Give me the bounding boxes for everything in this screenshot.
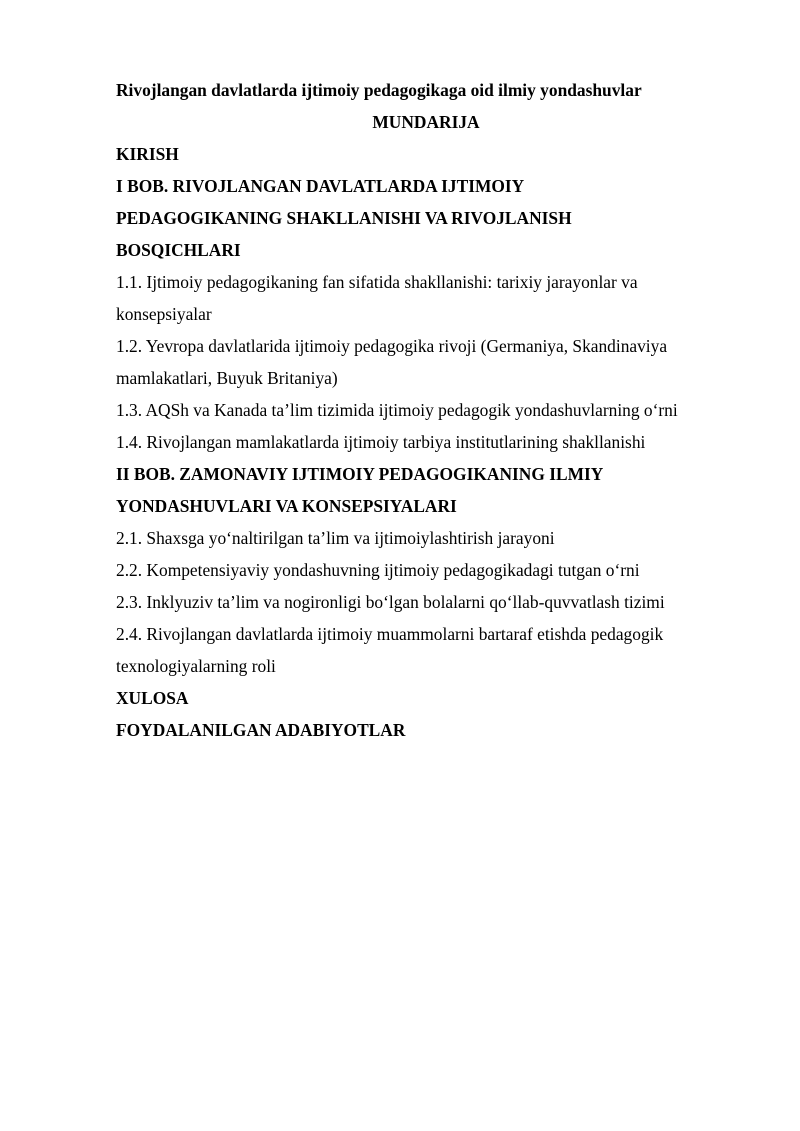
chapter-title-line: PEDAGOGIKANING SHAKLLANISHI VA RIVOJLANISH (116, 208, 572, 228)
toc-chapter-2 (116, 458, 736, 682)
chapter-title-line: II BOB. ZAMONAVIY IJTIMOIY PEDAGOGIKANING ILMIY (116, 464, 604, 484)
document-page (116, 74, 736, 746)
chapter-title-line: BOSQICHLARI (116, 240, 241, 260)
toc-section-1-1: 1.1. Ijtimoiy pedagogikaning fan sifatida shakllanishi: tarixiy jarayonlar va (116, 272, 638, 292)
toc-section-1-1-cont: konsepsiyalar (116, 304, 212, 324)
chapter-title-line: YONDASHUVLARI VA KONSEPSIYALARI (116, 496, 457, 516)
toc-entry-conclusion: XULOSA (116, 688, 189, 708)
toc-entry-intro: KIRISH (116, 144, 179, 164)
document-title: Rivojlangan davlatlarda ijtimoiy pedagogikaga oid ilmiy yondashuvlar (116, 80, 642, 100)
toc-heading: MUNDARIJA (372, 112, 480, 132)
toc-section-1-2: 1.2. Yevropa davlatlarida ijtimoiy pedagogika rivoji (Germaniya, Skandinaviya (116, 336, 668, 356)
toc-section-1-4: 1.4. Rivojlangan mamlakatlarda ijtimoiy tarbiya institutlarining shakllanishi (116, 432, 646, 452)
chapter-title-line: I BOB. RIVOJLANGAN DAVLATLARDA IJTIMOIY (116, 176, 525, 196)
toc-section-2-4: 2.4. Rivojlangan davlatlarda ijtimoiy muammolarni bartaraf etishda pedagogik (116, 624, 664, 644)
toc-section-2-1: 2.1. Shaxsga yo‘naltirilgan ta’lim va ijtimoiylashtirish jarayoni (116, 528, 555, 548)
toc-entry-references: FOYDALANILGAN ADABIYOTLAR (116, 720, 406, 740)
toc-section-1-3: 1.3. AQSh va Kanada ta’lim tizimida ijtimoiy pedagogik yondashuvlarning o‘rni (116, 400, 678, 420)
toc-section-2-4-cont: texnologiyalarning roli (116, 656, 276, 676)
toc-section-2-3: 2.3. Inklyuziv ta’lim va nogironligi bo‘lgan bolalarni qo‘llab-quvvatlash tizimi (116, 592, 665, 612)
toc-section-2-2: 2.2. Kompetensiyaviy yondashuvning ijtimoiy pedagogikadagi tutgan o‘rni (116, 560, 640, 580)
toc-chapter-1 (116, 170, 736, 458)
toc-section-1-2-cont: mamlakatlari, Buyuk Britaniya) (116, 368, 338, 388)
